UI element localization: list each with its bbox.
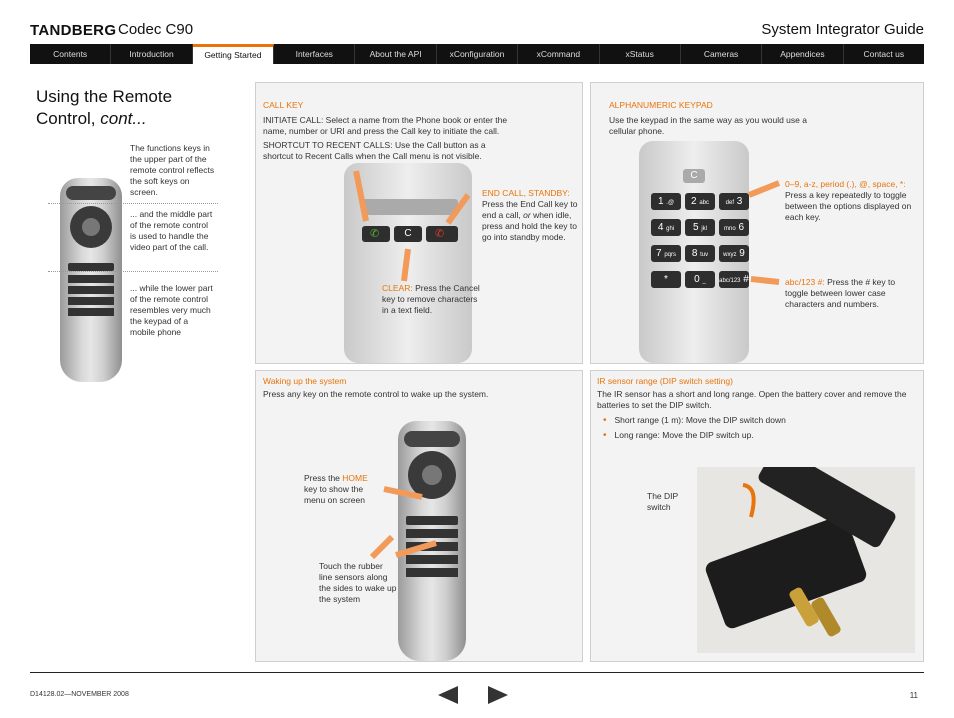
page-number: 11 <box>909 691 918 700</box>
page-title-line2: Control, <box>36 109 96 128</box>
nav-xconfiguration[interactable]: xConfiguration <box>437 44 518 64</box>
touch-description: Touch the rubber line sensors along the sides to wake up the system <box>319 561 397 604</box>
nav-xcommand[interactable]: xCommand <box>518 44 599 64</box>
keys-label: 0–9, a-z, period (.), @, space, *: <box>785 179 906 189</box>
bullet-long-range: • Long range: Move the DIP switch up. <box>603 428 786 443</box>
guide-title: System Integrator Guide <box>761 21 924 38</box>
product-name: Codec C90 <box>118 21 194 38</box>
call-key-title: CALL KEY <box>263 100 304 110</box>
end-call-icon: ✆ <box>435 228 445 240</box>
alphanumeric-panel <box>590 82 924 364</box>
next-page-button[interactable] <box>488 686 508 704</box>
nav-about-api[interactable]: About the API <box>355 44 436 64</box>
clear-button: C <box>394 226 422 242</box>
waking-text: Press any key on the remote control to wake up the system. <box>263 389 489 399</box>
end-call-text-b: when idle, press and hold the key to go into standby mode. <box>482 210 577 242</box>
nav-contents[interactable]: Contents <box>30 44 111 64</box>
note-keypad: ... while the lower part of the remote control resembles very much the keypad of a mobile phone <box>130 283 213 337</box>
top-nav <box>30 44 924 64</box>
ir-sensor-text: The IR sensor has a short and long range. Open the battery cover and remove the batteries to set the DIP switch. <box>597 389 907 410</box>
keypad-key-2: 2 abc <box>685 193 715 210</box>
home-word: HOME <box>342 473 368 483</box>
pointer-arrows <box>591 83 925 365</box>
end-call-or: or <box>523 210 531 220</box>
nav-cameras[interactable]: Cameras <box>681 44 762 64</box>
call-key-panel <box>255 82 583 364</box>
waking-title: Waking up the system <box>263 376 347 386</box>
keypad-key-1: 1 .@ <box>651 193 681 210</box>
keypad-key-0: 0 _ <box>685 271 715 288</box>
nav-introduction[interactable]: Introduction <box>111 44 192 64</box>
call-icon: ✆ <box>370 228 380 240</box>
end-call-text-a: Press the End Call key to end a call, <box>482 199 578 220</box>
footer-divider <box>30 672 924 673</box>
call-key-initiate: INITIATE CALL: Select a name from the Phone book or enter the name, number or URI and press the Call key to initiate the call. <box>263 115 508 136</box>
abc-label: abc/123 #: <box>785 277 825 287</box>
nav-contact-us[interactable]: Contact us <box>863 49 905 59</box>
keypad-key-9: wxyz 9 <box>719 245 749 262</box>
pointer-arrow <box>591 371 925 663</box>
nav-getting-started[interactable]: Getting Started <box>193 44 274 64</box>
call-key-shortcut: SHORTCUT TO RECENT CALLS: Use the Call button as a shortcut to Recent Calls when the Call menu is not visible. <box>263 140 486 161</box>
remote-control-image <box>60 178 122 382</box>
nav-interfaces[interactable]: Interfaces <box>274 44 355 64</box>
clear-label: CLEAR: <box>382 283 413 293</box>
keypad-key-3: def 3 <box>719 193 749 210</box>
keypad-key-4: 4 ghi <box>651 219 681 236</box>
keypad-key-5: 5 jkl <box>685 219 715 236</box>
keypad-key-star: * <box>651 271 681 288</box>
ir-sensor-panel <box>590 370 924 662</box>
keypad-key-7: 7 pqrs <box>651 245 681 262</box>
page-title-cont: cont... <box>100 109 147 128</box>
page-title-line1: Using the Remote <box>36 87 173 106</box>
header <box>0 0 954 44</box>
brand-logo: TANDBERG <box>30 22 117 39</box>
dip-label: The DIP switch <box>647 491 679 512</box>
home-pre: Press the <box>304 473 340 483</box>
end-call-label: END CALL, STANDBY: <box>482 188 570 198</box>
clear-text: Press the Cancel key to remove characters in a text field. <box>382 283 480 315</box>
alphanumeric-text: Use the keypad in the same way as you would use a cellular phone. <box>609 115 807 136</box>
keypad-key-8: 8 tuv <box>685 245 715 262</box>
keys-text: Press a key repeatedly to toggle between the options displayed on each key. <box>785 190 912 222</box>
nav-xstatus[interactable]: xStatus <box>600 44 681 64</box>
keypad-clear-key: C <box>683 169 705 183</box>
home-post: key to show the menu on screen <box>304 484 365 505</box>
page-title <box>36 86 172 130</box>
divider <box>48 271 218 272</box>
pointer-arrows <box>256 83 584 365</box>
waking-panel <box>255 370 583 662</box>
doc-id: D14128.02—NOVEMBER 2008 <box>30 691 129 698</box>
keypad-key-6: mno 6 <box>719 219 749 236</box>
bullet-short-range: • Short range (1 m): Move the DIP switch down <box>603 413 786 428</box>
prev-page-button[interactable] <box>438 686 458 704</box>
alphanumeric-title: ALPHANUMERIC KEYPAD <box>609 100 713 110</box>
ir-sensor-title: IR sensor range (DIP switch setting) <box>597 376 733 386</box>
nav-appendices[interactable]: Appendices <box>762 44 843 64</box>
pointer-arrows <box>256 371 584 663</box>
note-soft-keys: The functions keys in the upper part of the remote control reflects the soft keys on screen. <box>130 143 215 197</box>
divider <box>48 203 218 204</box>
keypad-key-hash: abc/123 # <box>719 271 749 288</box>
note-video-part: ... and the middle part of the remote control is used to handle the video part of the call. <box>130 209 213 252</box>
abc-text: Press the # key to toggle between lower case characters and numbers. <box>785 277 896 309</box>
